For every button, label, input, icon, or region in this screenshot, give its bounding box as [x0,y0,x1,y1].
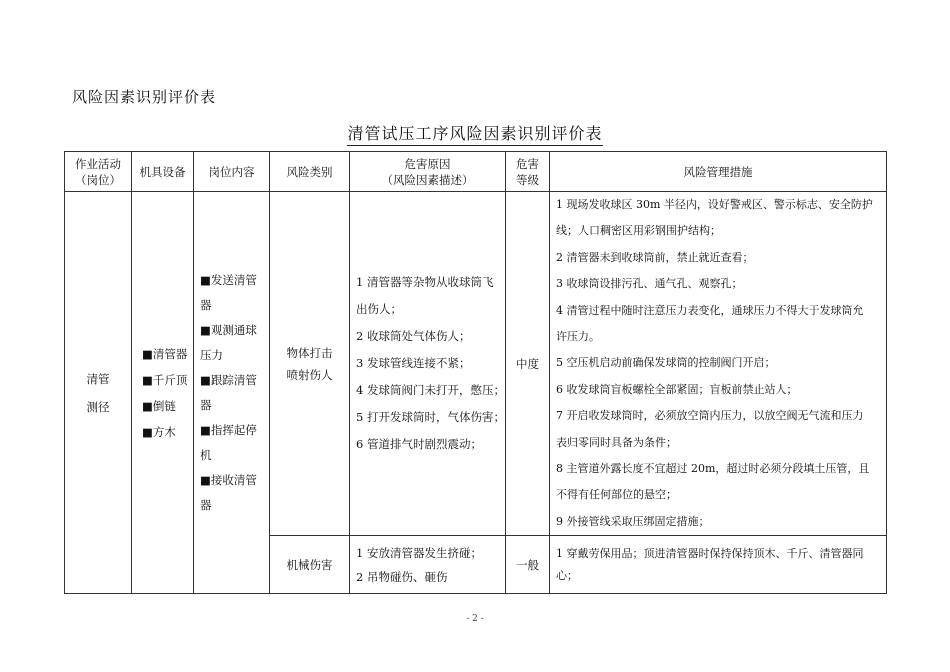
page-number: - 2 - [466,614,484,624]
duty-line: ■发送清管 [200,272,257,287]
equipment-item: ■千斤顶 [142,372,188,387]
table-row [65,192,887,536]
header-duty: 岗位内容 [194,152,270,192]
duty-line: 压力 [200,347,223,362]
measure-line: 许压力。 [556,330,600,344]
activity-cell [65,192,132,594]
header-grade [506,152,550,192]
measures-cell [550,536,887,594]
measures-cell [550,192,887,536]
table-title [0,121,950,144]
header-grade-line: 等级 [516,172,539,187]
measure-line: 心； [556,568,578,582]
duty-line: 器 [200,397,212,412]
equipment-cell [132,192,194,594]
cause-line: 5 打开发球筒时，气体伤害； [356,410,505,425]
measure-line: 1 穿戴劳保用品；顶进清管器时保持保持顶木、千斤、清管器同 [556,546,864,560]
measure-line: 6 收发球筒盲板螺栓全部紧固；盲板前禁止站人； [556,382,798,396]
equipment-item: ■方木 [142,424,176,439]
header-measures: 风险管理措施 [550,152,887,192]
duty-line: ■接收清管 [200,472,257,487]
header-grade-line: 危害 [516,156,539,171]
header-activity-line: （岗位） [75,172,121,187]
cause-line: 6 管道排气时剧烈震动； [356,437,482,452]
header-cause-line: 危害原因 [404,156,451,171]
header-risk-type: 风险类别 [270,152,350,192]
header-row [65,152,887,192]
header-activity [65,152,132,192]
cause-line: 出伤人； [356,302,402,317]
table-title-text: 清管试压工序风险因素识别评价表 [347,124,602,146]
grade-cell: 一般 [506,536,550,594]
header-activity-line: 作业活动 [75,156,121,171]
cause-line: 3 发球管线连接不紧； [356,356,471,371]
cause-line: 2 吊物碰伤、砸伤 [356,569,448,584]
activity-line: 清管 [86,371,110,386]
cause-line: 1 安放清管器发生挤碰； [356,545,482,560]
risk-type-line: 机械伤害 [286,557,333,572]
header-cause [350,152,506,192]
risk-type-line: 喷射伤人 [286,367,333,382]
cause-cell [350,536,506,594]
risk-evaluation-table [64,151,887,594]
cause-line: 4 发球筒阀门未打开，憋压； [356,383,505,398]
document-heading: 风险因素识别评价表 [72,88,217,106]
measure-line: 线；人口稠密区用彩钢围护结构； [556,224,721,238]
grade-cell: 中度 [506,192,550,536]
measure-line: 1 现场发收球区 30m 半径内，设好警戒区、警示标志、安全防护 [556,198,873,211]
cause-cell [350,192,506,536]
duty-line: ■跟踪清管 [200,372,257,387]
measure-line: 5 空压机启动前确保发球筒的控制阀门开启； [556,356,776,370]
duty-line: 器 [200,297,212,312]
measure-line: 8 主管道外露长度不宜超过 20m，超过时必须分段填土压管，且 [556,462,870,476]
equipment-item: ■倒链 [142,398,176,413]
measure-line: 2 清管器未到收球筒前，禁止就近查看； [556,250,754,264]
measure-line: 4 清管过程中随时注意压力表变化，通球压力不得大于发球筒允 [556,303,864,317]
measure-line: 表归零同时具备为条件； [556,435,677,449]
measure-line: 9 外接管线采取压绑固定措施； [556,514,710,528]
cause-line: 2 收球筒处气体伤人； [356,329,471,344]
duty-line: 器 [200,497,212,512]
header-equipment: 机具设备 [132,152,194,192]
header-cause-line: （风险因素描述） [381,172,474,187]
measure-line: 3 收球筒设排污孔、通气孔、观察孔； [556,277,743,291]
risk-type-line: 物体打击 [286,345,333,360]
duty-line: ■观测通球 [200,322,257,337]
risk-type-cell [270,192,350,536]
duty-cell [194,192,270,594]
risk-type-cell [270,536,350,594]
cause-line: 1 清管器等杂物从收球筒飞 [356,275,494,290]
measure-line: 7 开启收发球筒时，必须放空筒内压力，以放空阀无气流和压力 [556,409,864,423]
measure-line: 不得有任何部位的悬空； [556,488,677,502]
activity-line: 测径 [86,399,110,414]
equipment-item: ■清管器 [142,346,188,361]
duty-line: ■指挥起停 [200,422,257,437]
duty-line: 机 [200,447,212,462]
